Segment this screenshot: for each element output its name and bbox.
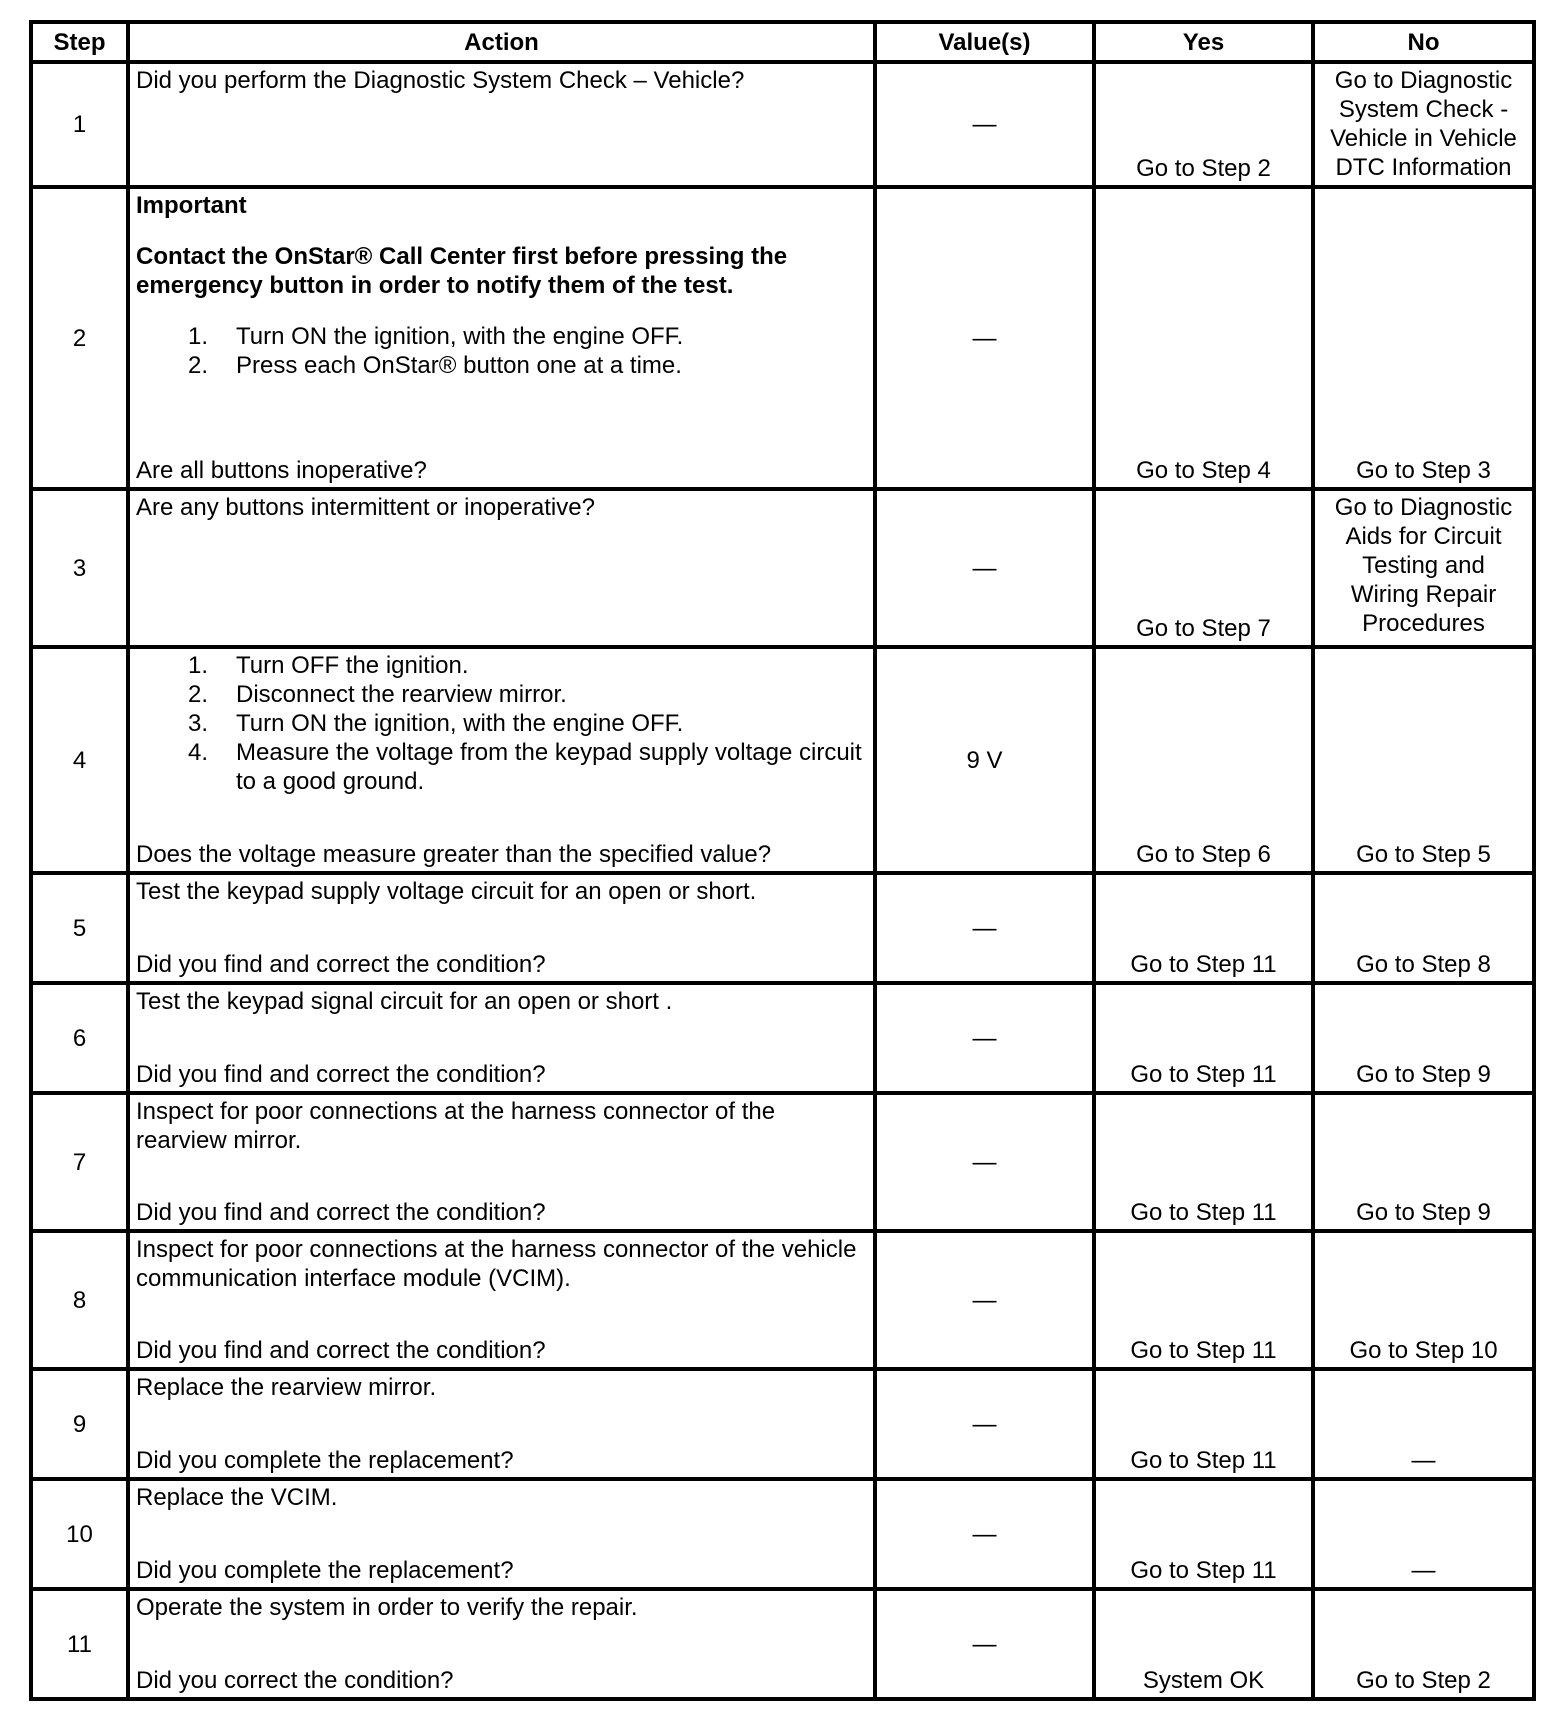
yes-cell: Go to Step 11 [1094,1093,1313,1231]
action-question: Did you find and correct the condition? [136,1199,546,1226]
step-number: 10 [31,1479,128,1589]
substep-text: Press each OnStar® button one at a time. [236,352,682,379]
yes-cell: Go to Step 2 [1094,62,1313,187]
action-cell [128,489,875,647]
important-heading: Important [136,192,247,219]
yes-cell: Go to Step 7 [1094,489,1313,647]
yes-cell: Go to Step 4 [1094,187,1313,489]
action-question: Did you complete the replacement? [136,1447,514,1474]
table-row [31,1589,1534,1699]
action-cell [128,1479,875,1589]
table-row [31,647,1534,873]
action-cell [128,1589,875,1699]
action-cell [128,1231,875,1369]
no-cell: Go to Step 8 [1313,873,1534,983]
action-text: Operate the system in order to verify the repair. [136,1594,638,1621]
action-text: Test the keypad supply voltage circuit for an open or short. [136,878,757,905]
substep-number: 1. [187,652,208,679]
no-cell: Go to Step 2 [1313,1589,1534,1699]
header-row [31,22,1534,62]
table-row [31,62,1534,187]
table-row [31,1231,1534,1369]
list-item [136,651,867,680]
step-number: 11 [31,1589,128,1699]
value-cell: — [875,1369,1094,1479]
step-number: 9 [31,1369,128,1479]
list-item [136,738,867,796]
yes-cell: Go to Step 11 [1094,873,1313,983]
header-values: Value(s) [875,22,1094,62]
action-question: Did you find and correct the condition? [136,951,546,978]
table-row [31,1369,1534,1479]
value-cell: — [875,1589,1094,1699]
step-number: 6 [31,983,128,1093]
header-action: Action [128,22,875,62]
action-question: Does the voltage measure greater than the specified value? [136,841,772,868]
yes-cell: Go to Step 11 [1094,1231,1313,1369]
action-text: Are any buttons intermittent or inoperative? [136,494,595,521]
list-item [136,709,867,738]
yes-cell: Go to Step 6 [1094,647,1313,873]
substep-list [136,651,867,796]
value-cell: — [875,489,1094,647]
no-cell: Go to Step 9 [1313,983,1534,1093]
no-cell: Go to Step 9 [1313,1093,1534,1231]
value-cell: — [875,983,1094,1093]
value-cell: — [875,873,1094,983]
action-cell [128,187,875,489]
action-cell [128,1093,875,1231]
value-cell: — [875,1093,1094,1231]
step-number: 2 [31,187,128,489]
yes-cell: Go to Step 11 [1094,1369,1313,1479]
table-row [31,489,1534,647]
important-notice: Contact the OnStar® Call Center first before pressing the emergency button in order to notify them of the test. [136,243,788,299]
step-number: 7 [31,1093,128,1231]
value-cell: — [875,1479,1094,1589]
substep-number: 2. [187,352,208,379]
substep-text: Measure the voltage from the keypad supply voltage circuit to a good ground. [236,739,862,795]
no-cell: Go to Step 5 [1313,647,1534,873]
substep-number: 3. [187,710,208,737]
action-text: Did you perform the Diagnostic System Check – Vehicle? [136,67,745,94]
action-question: Did you find and correct the condition? [136,1061,546,1088]
table-row [31,983,1534,1093]
table-row [31,1093,1534,1231]
no-cell: — [1313,1369,1534,1479]
action-cell [128,1369,875,1479]
no-cell: Go to Step 3 [1313,187,1534,489]
header-step: Step [31,22,128,62]
value-cell: — [875,1231,1094,1369]
no-cell: Go to Step 10 [1313,1231,1534,1369]
substep-text: Turn ON the ignition, with the engine OFF. [236,323,684,350]
yes-cell: Go to Step 11 [1094,983,1313,1093]
action-cell [128,873,875,983]
no-cell: Go to Diagnostic Aids for Circuit Testing and Wiring Repair Procedures [1313,489,1534,647]
action-question: Are all buttons inoperative? [136,457,427,484]
action-question: Did you complete the replacement? [136,1557,514,1584]
list-item [136,351,867,380]
action-cell [128,983,875,1093]
step-number: 8 [31,1231,128,1369]
step-number: 5 [31,873,128,983]
no-cell: — [1313,1479,1534,1589]
list-item [136,322,867,351]
action-text: Test the keypad signal circuit for an open or short . [136,988,673,1015]
action-cell [128,62,875,187]
step-number: 1 [31,62,128,187]
substep-number: 2. [187,681,208,708]
yes-cell: Go to Step 11 [1094,1479,1313,1589]
substep-text: Disconnect the rearview mirror. [236,681,567,708]
table-row [31,1479,1534,1589]
header-yes: Yes [1094,22,1313,62]
no-cell: Go to Diagnostic System Check - Vehicle in Vehicle DTC Information [1313,62,1534,187]
diagnostic-table [29,20,1536,1701]
action-cell [128,647,875,873]
yes-cell: System OK [1094,1589,1313,1699]
action-question: Did you find and correct the condition? [136,1337,546,1364]
action-text: Inspect for poor connections at the harness connector of the rearview mirror. [136,1098,776,1154]
list-item [136,680,867,709]
action-question: Did you correct the condition? [136,1667,454,1694]
header-no: No [1313,22,1534,62]
action-text: Replace the VCIM. [136,1484,338,1511]
substep-number: 4. [187,739,208,766]
table-row [31,187,1534,489]
substep-list [136,322,867,380]
substep-text: Turn ON the ignition, with the engine OFF. [236,710,684,737]
action-text: Inspect for poor connections at the harness connector of the vehicle communication interface module (VCIM). [136,1236,857,1292]
substep-number: 1. [187,323,208,350]
value-cell: — [875,62,1094,187]
value-cell: — [875,187,1094,489]
value-cell: 9 V [875,647,1094,873]
substep-text: Turn OFF the ignition. [236,652,469,679]
step-number: 3 [31,489,128,647]
table-row [31,873,1534,983]
step-number: 4 [31,647,128,873]
action-text: Replace the rearview mirror. [136,1374,437,1401]
